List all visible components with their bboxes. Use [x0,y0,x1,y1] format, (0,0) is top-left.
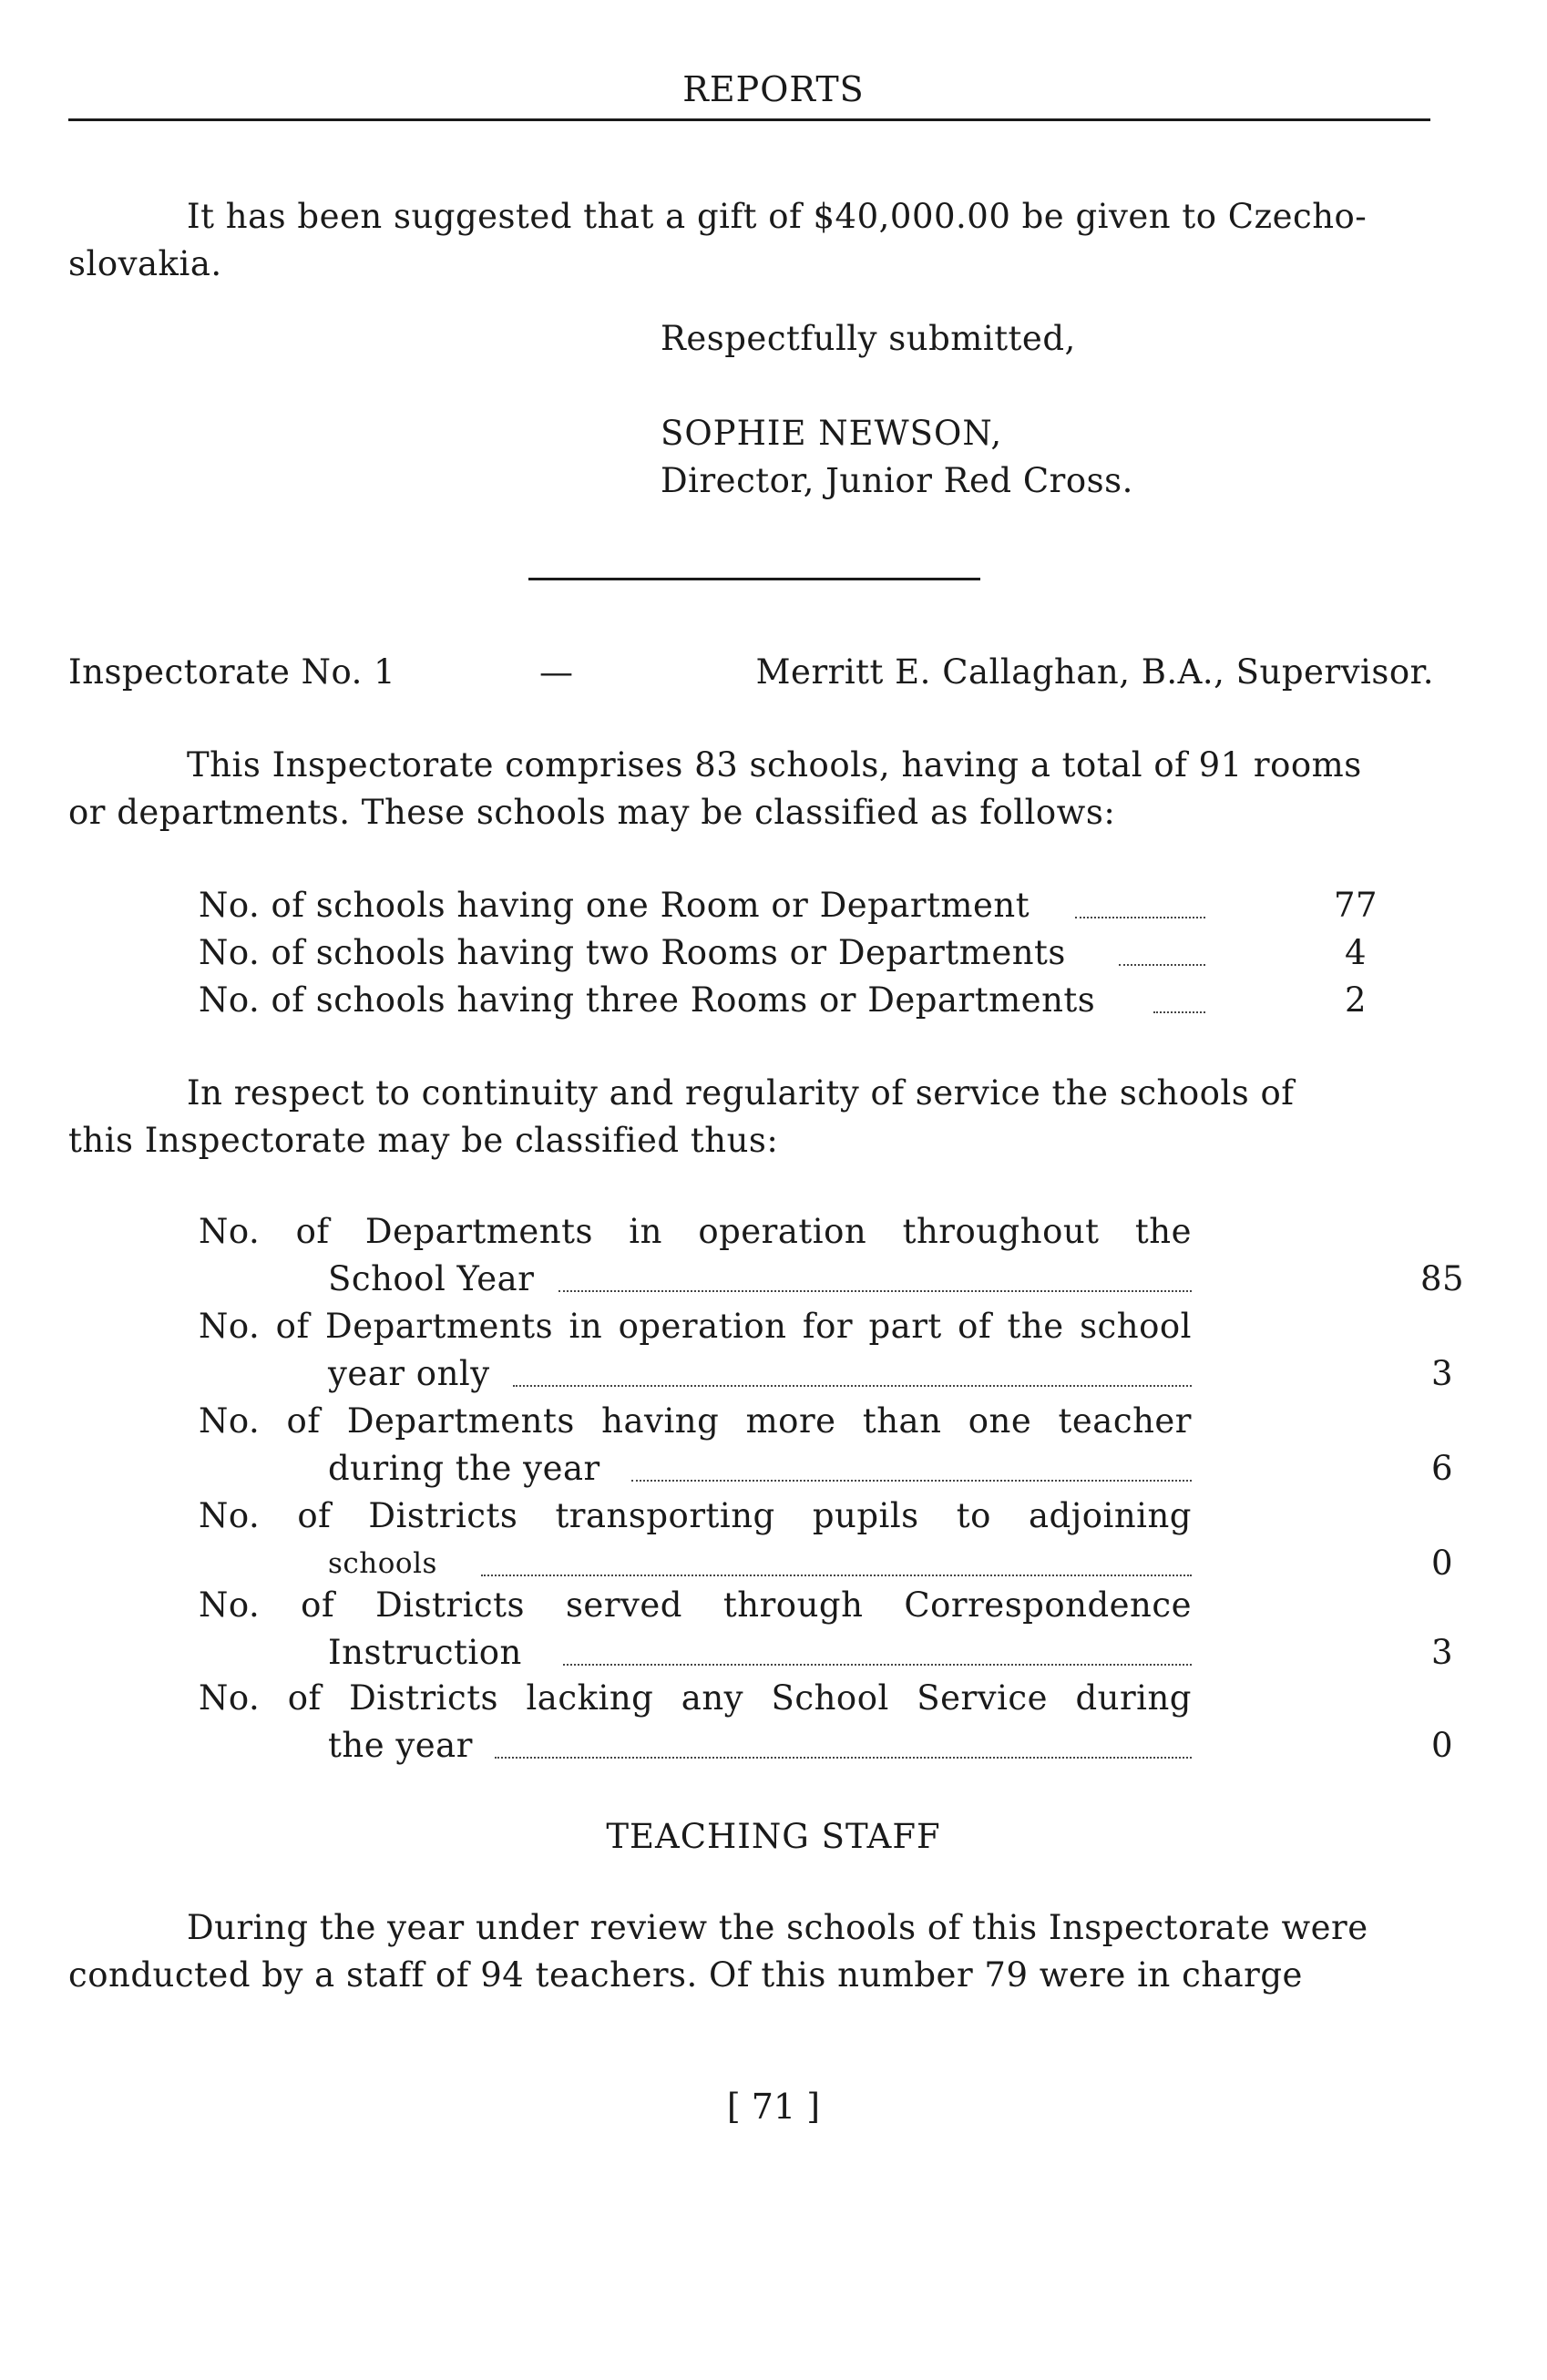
service-item [199,1208,1465,1303]
continuity-paragraph [68,1070,1439,1164]
service-item-text: No. of Departments in operation for part of the school [199,1307,1192,1346]
section-rule [528,578,980,580]
inspectorate-label: Inspectorate No. 1 [68,652,396,692]
leader-dots [513,1385,1192,1387]
teaching-staff-line-2: conducted by a staff of 94 teachers. Of this number 79 were in charge [68,1955,1303,1995]
leader-dots [1119,964,1205,966]
service-item [199,1303,1454,1398]
signatory-title: Director, Junior Red Cross. [661,461,1133,500]
service-item-value: 0 [1430,1544,1454,1583]
service-item-continuation: Instruction [328,1633,522,1672]
teaching-staff-paragraph [68,1904,1439,1999]
service-item [199,1582,1454,1677]
leader-dots [481,1575,1192,1576]
running-header: REPORTS [682,69,865,109]
service-item-continuation: School Year [328,1259,535,1298]
service-item [199,1493,1454,1587]
room-class-label: No. of schools having three Rooms or Departments [199,980,1096,1020]
service-item-text: No. of Districts transporting pupils to adjoining [199,1496,1192,1535]
service-item [199,1675,1454,1770]
room-class-value: 2 [1344,980,1368,1020]
service-item-continuation: the year [328,1726,473,1765]
closing-line: Respectfully submitted, [661,319,1076,358]
service-item-value: 3 [1430,1633,1454,1672]
signatory-name: SOPHIE NEWSON, [661,414,1003,453]
room-class-row [199,929,1368,977]
leader-dots [1075,917,1205,918]
leader-dots [558,1290,1192,1292]
service-item-text: No. of Districts lacking any School Service during [199,1678,1192,1718]
intro-line-1: It has been suggested that a gift of $40,000.00 be given to Czecho- [187,197,1368,236]
room-class-label: No. of schools having two Rooms or Departments [199,933,1066,972]
inspectorate-dash: — [539,652,574,692]
continuity-line-2: this Inspectorate may be classified thus: [68,1121,779,1160]
service-item-continuation: year only [328,1354,490,1393]
service-item-value: 6 [1430,1449,1454,1488]
leader-dots [495,1757,1192,1759]
service-item-text: No. of Districts served through Correspondence [199,1585,1192,1625]
room-class-row [199,882,1378,929]
service-item-continuation: during the year [328,1449,600,1488]
room-class-value: 4 [1344,933,1368,972]
supervisor-name: Merritt E. Callaghan, B.A., Supervisor. [755,652,1434,692]
service-item-value: 0 [1430,1726,1454,1765]
leader-dots [563,1664,1192,1666]
service-item-text: No. of Departments having more than one teacher [199,1401,1192,1441]
room-class-label: No. of schools having one Room or Department [199,886,1030,925]
section-heading: TEACHING STAFF [606,1817,941,1856]
header-rule [68,118,1430,121]
page-number: [ 71 ] [726,2087,821,2127]
teaching-staff-line-1: During the year under review the schools of this Inspectorate were [187,1908,1368,1947]
room-class-value: 77 [1333,886,1378,925]
continuity-line-1: In respect to continuity and regularity of service the schools of [187,1073,1295,1113]
service-item-continuation: schools [328,1547,437,1580]
composition-line-2: or departments. These schools may be classified as follows: [68,793,1116,832]
service-item-text: No. of Departments in operation throughout the [199,1212,1192,1251]
leader-dots [1153,1011,1205,1013]
composition-line-1: This Inspectorate comprises 83 schools, having a total of 91 rooms [187,745,1362,785]
intro-line-2: slovakia. [68,244,222,283]
service-item-value: 85 [1419,1259,1465,1298]
service-item-value: 3 [1430,1354,1454,1393]
composition-paragraph [68,742,1439,836]
intro-paragraph [68,193,1439,288]
room-class-row [199,977,1368,1024]
leader-dots [631,1480,1192,1482]
service-item [199,1398,1454,1493]
